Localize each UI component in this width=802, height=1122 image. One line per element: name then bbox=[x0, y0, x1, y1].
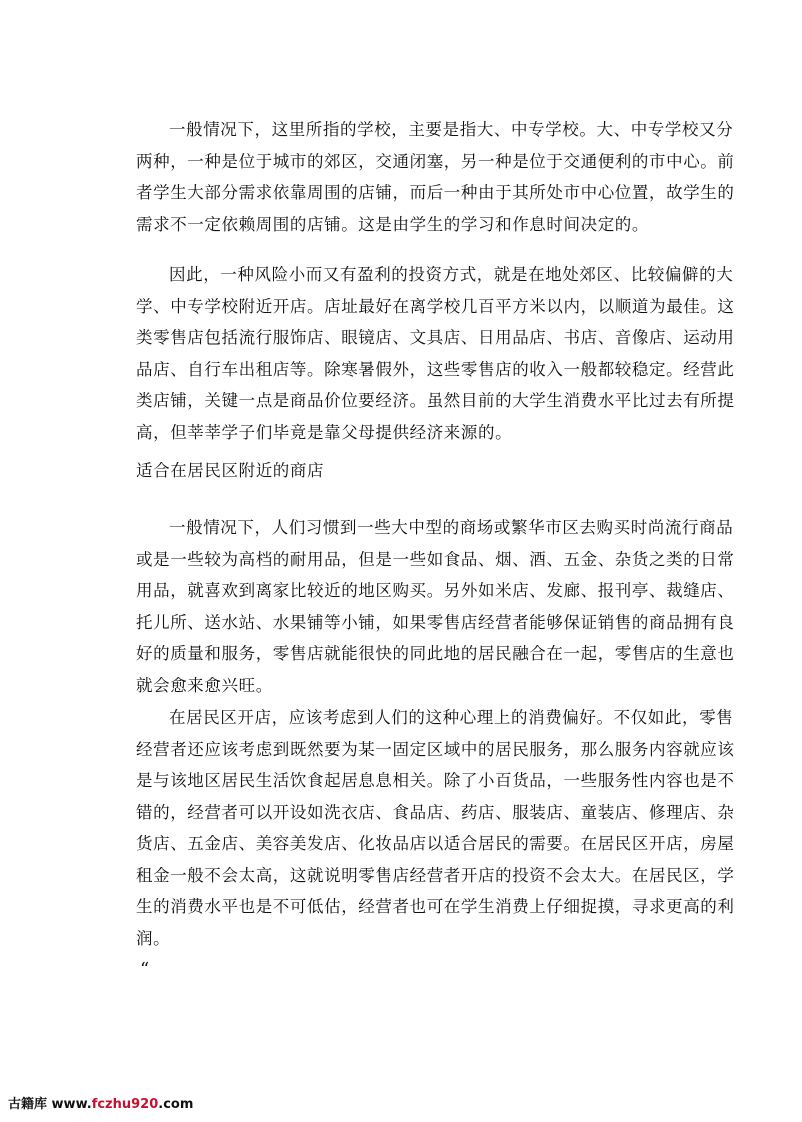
text-line: 用品，就喜欢到离家比较近的地区购买。另外如米店、发廊、报刊亭、裁缝店、 bbox=[136, 581, 735, 600]
text-line: 托儿所、送水站、水果铺等小铺，如果零售店经营者能够保证销售的商品拥有良 bbox=[136, 612, 735, 632]
footer-url-suffix[interactable]: .com bbox=[158, 1097, 194, 1112]
footer-url-mid[interactable]: fczhu920 bbox=[91, 1097, 159, 1112]
text-line: 货店、五金店、美容美发店、化妆品店以适合居民的需要。在居民区开店，房屋 bbox=[136, 834, 735, 853]
text-line: 两种，一种是位于城市的郊区，交通闭塞，另一种是位于交通便利的市中心。前 bbox=[136, 151, 735, 171]
text-line: 者学生大部分需求依靠周围的店铺，而后一种由于其所处市中心位置，故学生的 bbox=[136, 183, 735, 202]
paragraph-schools-intro bbox=[136, 114, 735, 240]
section-heading: 适合在居民区附近的商店 bbox=[136, 461, 325, 480]
text-line: 学、中专学校附近开店。店址最好在离学校几百平方米以内，以顺道为最佳。这 bbox=[136, 296, 735, 316]
paragraph-residential-habits bbox=[136, 512, 735, 701]
footer-brand: 古籍库 bbox=[8, 1097, 48, 1112]
paragraph-low-risk-investment bbox=[136, 259, 735, 448]
text-line: 润。 bbox=[136, 928, 171, 948]
text-line: 一般情况下，人们习惯到一些大中型的商场或繁华市区去购买时尚流行商品 bbox=[169, 518, 734, 537]
text-line: 一般情况下，这里所指的学校，主要是指大、中专学校。大、中专学校又分 bbox=[169, 120, 734, 139]
text-line: 品店、自行车出租店等。除寒暑假外，这些零售店的收入一般都较稳定。经营此 bbox=[136, 359, 735, 379]
text-line: 在居民区开店，应该考虑到人们的这种心理上的消费偏好。不仅如此，零售 bbox=[169, 708, 734, 727]
text-line: 需求不一定依赖周围的店铺。这是由学生的学习和作息时间决定的。 bbox=[136, 214, 649, 234]
text-line: 经营者还应该考虑到既然要为某一固定区域中的居民服务，那么服务内容就应该 bbox=[136, 739, 735, 759]
text-line: 就会愈来愈兴旺。 bbox=[136, 675, 273, 695]
text-line: 高，但莘莘学子们毕竟是靠父母提供经济来源的。 bbox=[136, 422, 513, 442]
text-line: 好的质量和服务，零售店就能很快的同此地的居民融合在一起，零售店的生意也 bbox=[136, 644, 735, 663]
text-line: 类店铺，关键一点是商品价位要经济。虽然目前的大学生消费水平比过去有所提 bbox=[136, 391, 735, 410]
footer-url-prefix[interactable]: www. bbox=[51, 1097, 92, 1112]
text-line: 生的消费水平也是不可低估，经营者也可在学生消费上仔细捉摸，寻求更高的利 bbox=[136, 897, 735, 916]
text-line: 是与该地区居民生活饮食起居息息相关。除了小百货品，一些服务性内容也是不 bbox=[136, 771, 735, 790]
text-line: 租金一般不会太高，这就说明零售店经营者开店的投资不会太大。在居民区，学 bbox=[136, 865, 735, 885]
text-line: 因此，一种风险小而又有盈利的投资方式，就是在地处郊区、比较偏僻的大 bbox=[169, 265, 734, 284]
text-line: 类零售店包括流行服饰店、眼镜店、文具店、日用品店、书店、音像店、运动用 bbox=[136, 328, 735, 347]
text-line: 错的，经营者可以开设如洗衣店、食品店、药店、服装店、童装店、修理店、杂 bbox=[136, 802, 735, 822]
footer-watermark bbox=[8, 1093, 193, 1112]
paragraph-residential-shop bbox=[136, 702, 735, 954]
quote-mark: “ bbox=[140, 959, 150, 980]
text-line: 或是一些较为高档的耐用品，但是一些如食品、烟、酒、五金、杂货之类的日常 bbox=[136, 549, 735, 569]
